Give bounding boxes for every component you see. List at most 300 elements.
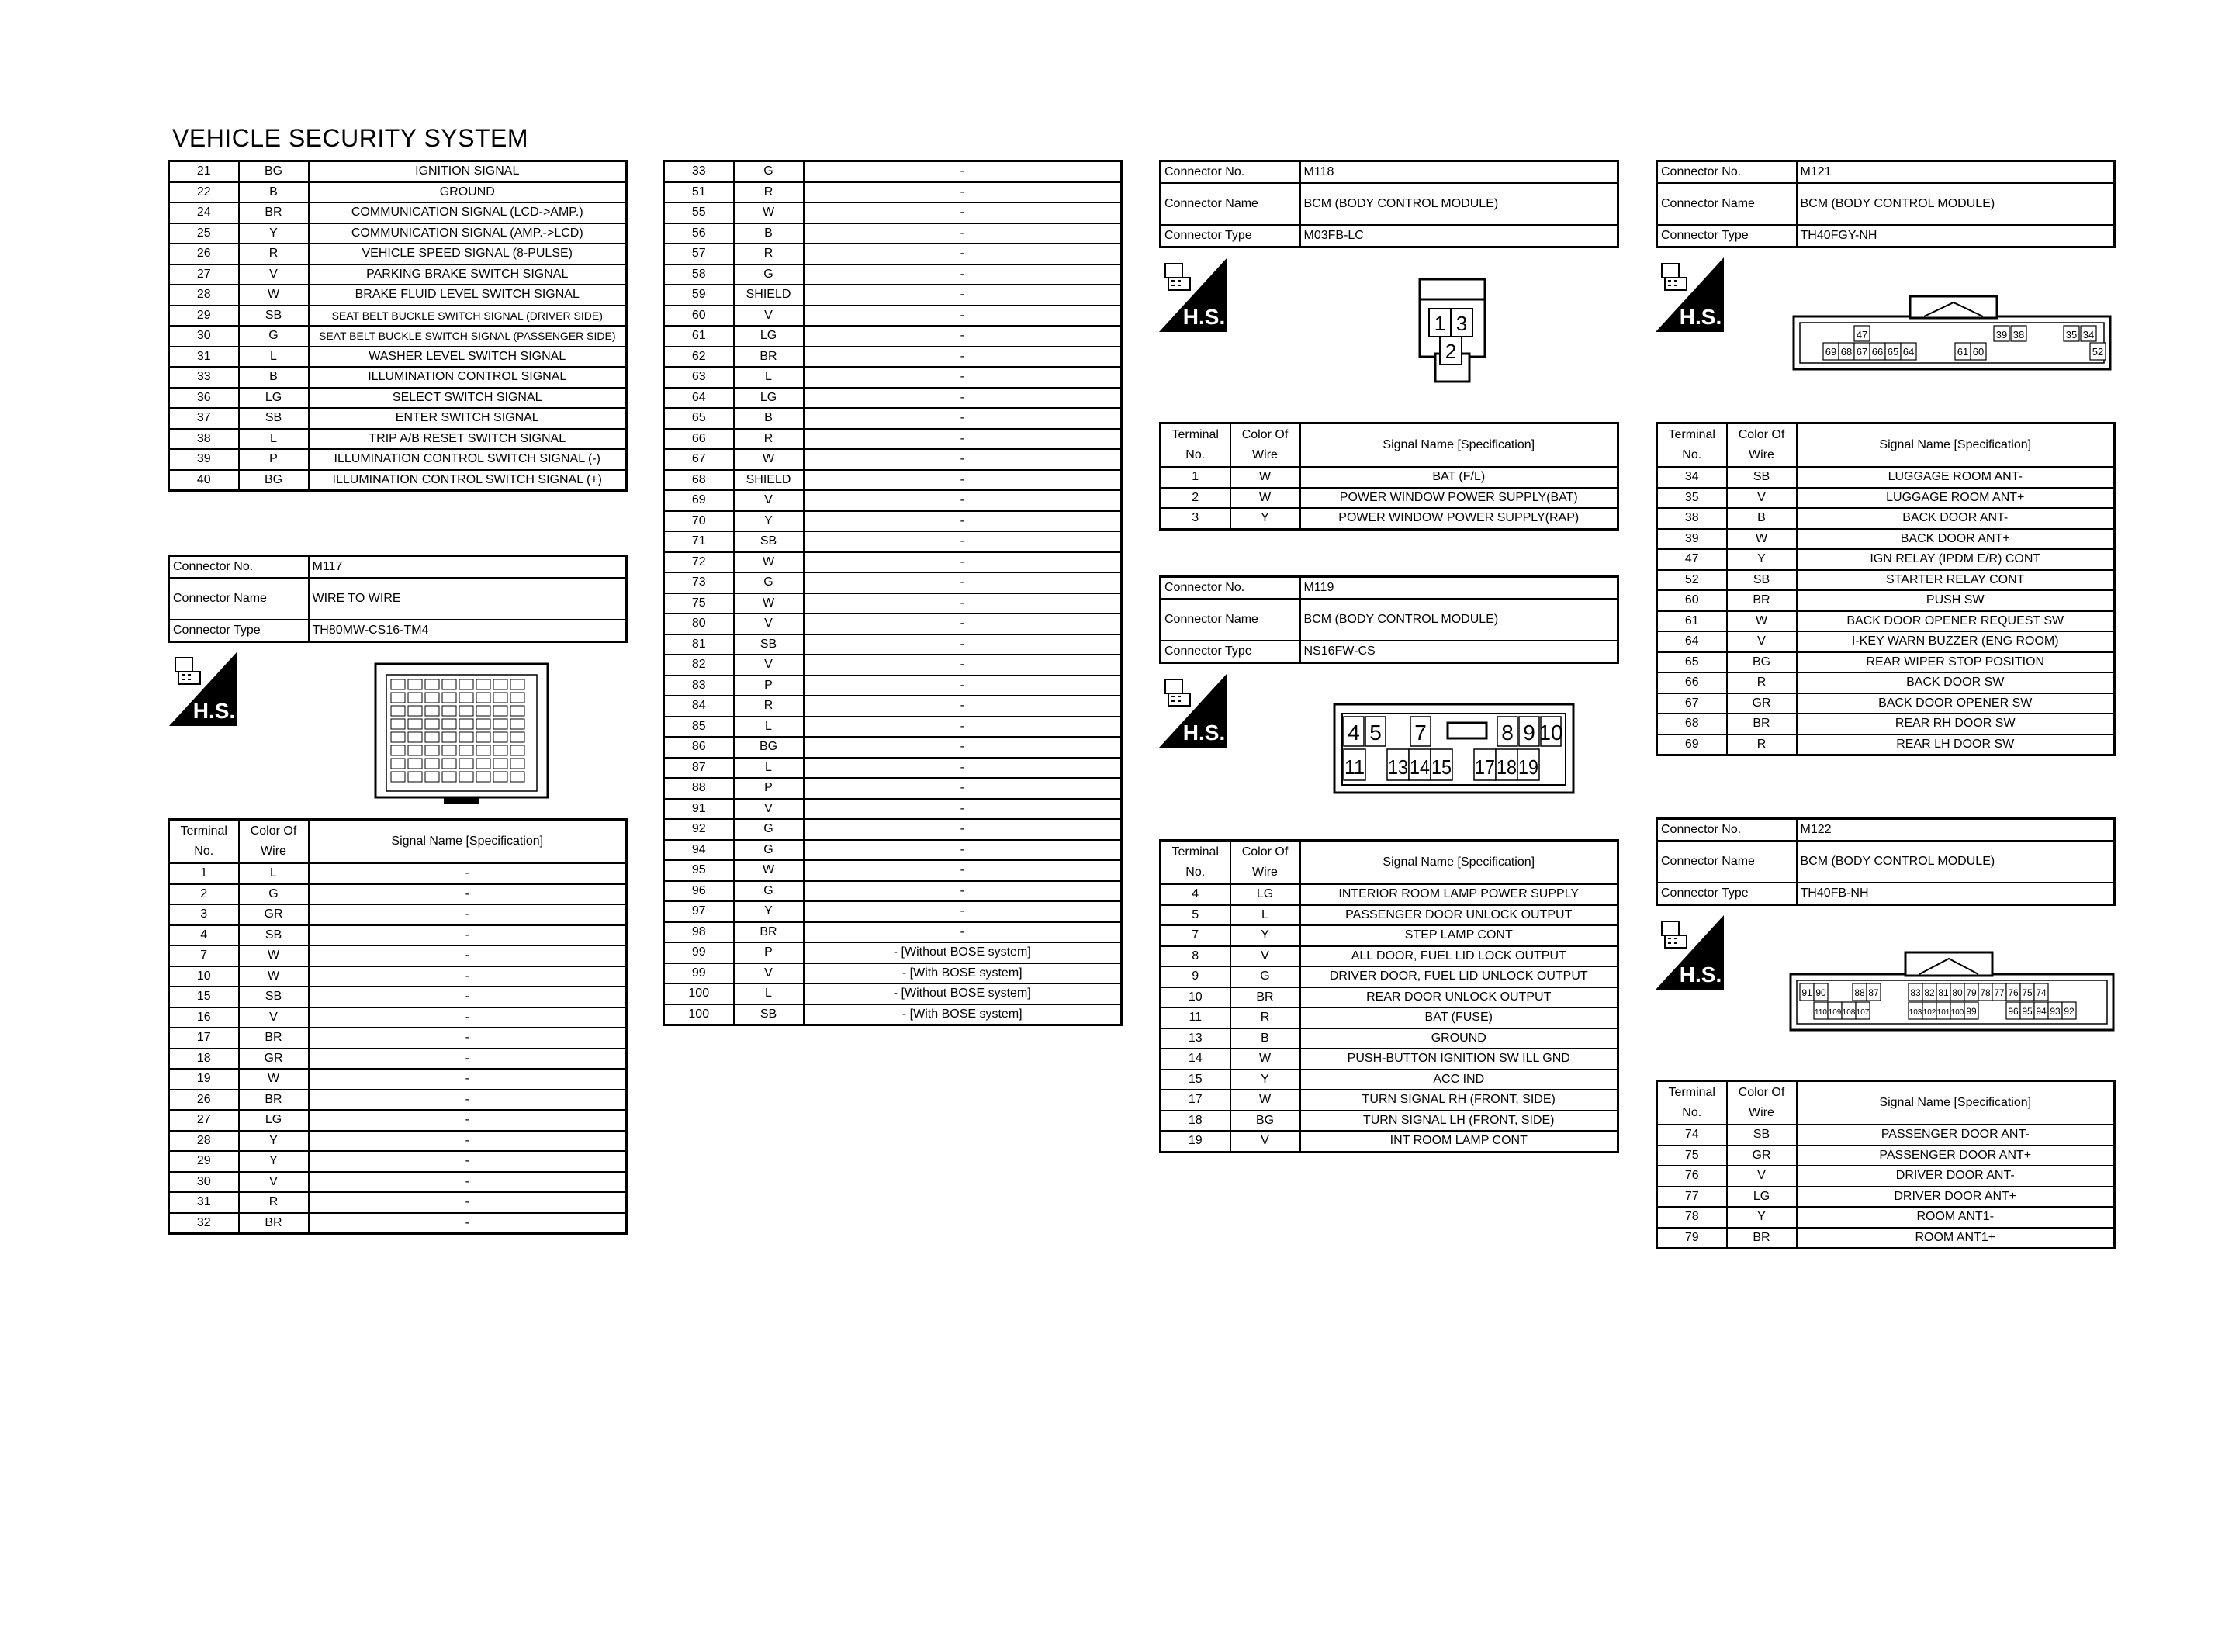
- color-cell: B: [239, 367, 309, 388]
- terminal-cell: 10: [169, 966, 239, 987]
- color-cell: V: [239, 264, 309, 285]
- table-row: [664, 306, 1122, 327]
- table-row: [1657, 1228, 2115, 1249]
- terminal-cell: 96: [664, 881, 734, 902]
- table-row: [664, 922, 1122, 943]
- header-terminal: Terminal No.: [1657, 423, 1727, 468]
- header-signal: Signal Name [Specification]: [1300, 423, 1618, 468]
- connector-type-value: TH80MW-CS16-TM4: [309, 620, 627, 642]
- header-color: Color Of Wire: [1727, 423, 1797, 468]
- signal-cell: POWER WINDOW POWER SUPPLY(RAP): [1300, 508, 1618, 529]
- cavity: [510, 693, 524, 703]
- terminal-cell: 82: [664, 655, 734, 676]
- color-cell: BR: [1727, 1228, 1797, 1249]
- connector-no-label: Connector No.: [169, 556, 309, 579]
- cavity: [425, 706, 439, 716]
- color-cell: BR: [239, 1028, 309, 1049]
- cavity: [425, 772, 439, 782]
- terminal-cell: 26: [169, 1090, 239, 1111]
- table-row: [664, 655, 1122, 676]
- terminal-cell: 88: [664, 778, 734, 799]
- signal-cell: ILLUMINATION CONTROL SWITCH SIGNAL (-): [309, 449, 627, 470]
- color-cell: BG: [239, 470, 309, 491]
- terminal-cell: 84: [664, 696, 734, 717]
- connector-m119-diagram: [1333, 703, 1575, 794]
- cavity: [493, 679, 507, 689]
- table-row: [169, 1028, 627, 1049]
- terminal-cell: 70: [664, 511, 734, 532]
- table-row: [1657, 1146, 2115, 1166]
- table-row: [1161, 467, 1618, 488]
- header-signal: Signal Name [Specification]: [1300, 841, 1618, 885]
- color-cell: W: [1230, 467, 1300, 488]
- connector-info-m119: [1159, 575, 1619, 664]
- signal-cell: ACC IND: [1300, 1070, 1618, 1090]
- cavity: [442, 772, 456, 782]
- table-row: [664, 696, 1122, 717]
- table-row: [664, 161, 1122, 182]
- color-cell: BR: [239, 202, 309, 223]
- header-terminal: Terminal No.: [1657, 1081, 1727, 1125]
- color-cell: R: [239, 244, 309, 264]
- terminal-cell: 37: [169, 408, 239, 429]
- table-row: [664, 942, 1122, 963]
- color-cell: V: [1727, 1166, 1797, 1187]
- color-cell: W: [1727, 611, 1797, 632]
- color-cell: W: [239, 966, 309, 987]
- table-row: [169, 182, 627, 203]
- color-cell: R: [1230, 1007, 1300, 1028]
- terminal-cell: 56: [664, 223, 734, 244]
- table-row: [1657, 549, 2115, 570]
- cavity: [408, 745, 422, 755]
- connector-type-label: Connector Type: [1161, 225, 1300, 247]
- cavity: [442, 719, 456, 729]
- cavity: [510, 732, 524, 742]
- cavity: [493, 732, 507, 742]
- table-row: [664, 778, 1122, 799]
- cavity: [391, 719, 405, 729]
- table-row: [169, 884, 627, 905]
- cavity: [493, 772, 507, 782]
- signal-cell: -: [804, 449, 1122, 470]
- terminal-cell: 99: [664, 963, 734, 984]
- color-cell: L: [734, 983, 804, 1004]
- signal-cell: PUSH SW: [1797, 590, 2115, 611]
- signal-cell: IGN RELAY (IPDM E/R) CONT: [1797, 549, 2115, 570]
- cavity: [459, 693, 473, 703]
- color-cell: SB: [239, 408, 309, 429]
- color-cell: L: [734, 717, 804, 738]
- table-row: [169, 1131, 627, 1152]
- pin-label: 100: [1950, 1008, 1964, 1017]
- signal-cell: -: [804, 922, 1122, 943]
- color-cell: Y: [1230, 508, 1300, 529]
- harness-side-icon: [1656, 257, 1724, 332]
- signal-cell: -: [804, 593, 1122, 614]
- terminal-cell: 83: [664, 676, 734, 696]
- color-cell: W: [734, 202, 804, 223]
- page-title: VEHICLE SECURITY SYSTEM: [172, 124, 529, 152]
- table-row: [169, 264, 627, 285]
- table-row: [664, 634, 1122, 655]
- connector-name-label: Connector Name: [169, 578, 309, 620]
- connector-type-value: NS16FW-CS: [1300, 641, 1618, 663]
- terminal-cell: 65: [664, 408, 734, 429]
- terminal-cell: 26: [169, 244, 239, 264]
- signal-cell: ROOM ANT1+: [1797, 1228, 2115, 1249]
- table-row: [1161, 488, 1618, 509]
- cavity: [442, 759, 456, 769]
- terminal-cell: 98: [664, 922, 734, 943]
- table-row: [1657, 1166, 2115, 1187]
- color-cell: SB: [239, 987, 309, 1007]
- terminal-cell: 86: [664, 737, 734, 758]
- signal-cell: -: [804, 161, 1122, 182]
- table-row: [664, 264, 1122, 285]
- connector-name-value: BCM (BODY CONTROL MODULE): [1300, 183, 1618, 225]
- color-cell: W: [239, 285, 309, 306]
- table-row: [664, 367, 1122, 388]
- terminal-cell: 69: [1657, 734, 1727, 755]
- signal-cell: -: [804, 531, 1122, 552]
- color-cell: G: [734, 819, 804, 840]
- pin-label: 93: [2050, 1006, 2061, 1017]
- pin-label: 3: [1455, 312, 1468, 335]
- connector-name-value: BCM (BODY CONTROL MODULE): [1300, 599, 1618, 641]
- cavity: [408, 679, 422, 689]
- table-row: [664, 799, 1122, 820]
- color-cell: BG: [239, 161, 309, 182]
- cavity: [510, 706, 524, 716]
- connector-key: [1448, 723, 1486, 738]
- color-cell: BG: [1230, 1111, 1300, 1132]
- pin-label: 47: [1856, 329, 1868, 340]
- color-cell: R: [734, 182, 804, 203]
- cavity: [476, 732, 490, 742]
- table-row: [1657, 611, 2115, 632]
- terminal-cell: 94: [664, 840, 734, 861]
- terminal-cell: 81: [664, 634, 734, 655]
- signal-cell: ALL DOOR, FUEL LID LOCK OUTPUT: [1300, 946, 1618, 967]
- terminal-cell: 67: [664, 449, 734, 470]
- signal-cell: -: [309, 1049, 627, 1070]
- signal-cell: - [With BOSE system]: [804, 1004, 1122, 1025]
- signal-cell: DRIVER DOOR, FUEL LID UNLOCK OUTPUT: [1300, 966, 1618, 987]
- table-row: [169, 326, 627, 347]
- pin-label: 108: [1842, 1008, 1856, 1017]
- pin-label: 83: [1910, 987, 1921, 998]
- cavity: [493, 759, 507, 769]
- color-cell: SB: [734, 1004, 804, 1025]
- cavity: [459, 745, 473, 755]
- color-cell: W: [734, 860, 804, 881]
- table-row: [664, 511, 1122, 532]
- table-row: [1657, 467, 2115, 488]
- table-row: [1161, 1131, 1618, 1152]
- terminal-cell: 55: [664, 202, 734, 223]
- table-row: [169, 1069, 627, 1090]
- table-row: [169, 966, 627, 987]
- header-signal: Signal Name [Specification]: [1797, 423, 2115, 468]
- cavity: [442, 706, 456, 716]
- terminal-cell: 95: [664, 860, 734, 881]
- signal-cell: REAR DOOR UNLOCK OUTPUT: [1300, 987, 1618, 1008]
- signal-cell: STARTER RELAY CONT: [1797, 570, 2115, 591]
- color-cell: R: [1727, 734, 1797, 755]
- signal-cell: -: [804, 717, 1122, 738]
- harness-side-icon: [1159, 257, 1227, 332]
- signal-cell: PARKING BRAKE SWITCH SIGNAL: [309, 264, 627, 285]
- table-row: [169, 1110, 627, 1131]
- terminal-table-m122: [1656, 1080, 2116, 1249]
- color-cell: GR: [1727, 1146, 1797, 1166]
- signal-cell: -: [804, 429, 1122, 450]
- terminal-cell: 30: [169, 326, 239, 347]
- terminal-table-m117: [168, 818, 628, 1235]
- pin-label: 10: [1538, 721, 1563, 745]
- terminal-cell: 58: [664, 264, 734, 285]
- signal-cell: STEP LAMP CONT: [1300, 925, 1618, 946]
- terminal-cell: 3: [169, 904, 239, 925]
- pin-label: 103: [1909, 1008, 1922, 1017]
- pin-label: 19: [1518, 755, 1538, 779]
- terminal-cell: 7: [169, 945, 239, 966]
- color-cell: BR: [1727, 714, 1797, 734]
- signal-cell: GROUND: [1300, 1028, 1618, 1049]
- signal-cell: LUGGAGE ROOM ANT-: [1797, 467, 2115, 488]
- cavity: [425, 719, 439, 729]
- terminal-cell: 8: [1161, 946, 1230, 967]
- color-cell: G: [239, 884, 309, 905]
- table-row: [1161, 1028, 1618, 1049]
- terminal-cell: 29: [169, 306, 239, 327]
- terminal-cell: 31: [169, 347, 239, 368]
- connector-info-m122: [1656, 817, 2116, 906]
- cavity: [425, 693, 439, 703]
- terminal-cell: 85: [664, 717, 734, 738]
- terminal-cell: 32: [169, 1213, 239, 1234]
- cavity: [476, 693, 490, 703]
- terminal-cell: 19: [169, 1069, 239, 1090]
- pin-label: 82: [1924, 987, 1935, 998]
- cavity: [459, 759, 473, 769]
- terminal-cell: 76: [1657, 1166, 1727, 1187]
- table-row: [169, 347, 627, 368]
- color-cell: R: [734, 429, 804, 450]
- connector-m121-diagram: [1792, 295, 2112, 372]
- signal-cell: -: [804, 860, 1122, 881]
- signal-cell: BAT (F/L): [1300, 467, 1618, 488]
- cavity: [476, 679, 490, 689]
- connector-type-value: TH40FGY-NH: [1797, 225, 2115, 247]
- signal-cell: POWER WINDOW POWER SUPPLY(BAT): [1300, 488, 1618, 509]
- connector-no-value: M121: [1797, 161, 2115, 184]
- pin-label: 68: [1840, 346, 1853, 358]
- terminal-cell: 61: [1657, 611, 1727, 632]
- color-cell: SB: [239, 306, 309, 327]
- terminal-cell: 63: [664, 367, 734, 388]
- signal-cell: INT ROOM LAMP CONT: [1300, 1131, 1618, 1152]
- connector-type-label: Connector Type: [169, 620, 309, 642]
- signal-cell: -: [804, 634, 1122, 655]
- signal-cell: INTERIOR ROOM LAMP POWER SUPPLY: [1300, 884, 1618, 905]
- header-color: Color Of Wire: [1230, 841, 1300, 885]
- signal-cell: -: [804, 881, 1122, 902]
- signal-cell: -: [309, 966, 627, 987]
- color-cell: Y: [1230, 925, 1300, 946]
- signal-cell: -: [804, 347, 1122, 368]
- color-cell: LG: [734, 326, 804, 347]
- color-cell: V: [734, 490, 804, 511]
- hs-label: H.S.: [1182, 305, 1226, 329]
- pin-label: 66: [1871, 346, 1884, 358]
- terminal-cell: 19: [1161, 1131, 1230, 1152]
- signal-cell: - [Without BOSE system]: [804, 983, 1122, 1004]
- cavity: [459, 772, 473, 782]
- cavity: [476, 719, 490, 729]
- table-row: [169, 904, 627, 925]
- terminal-cell: 38: [169, 429, 239, 450]
- terminal-cell: 33: [169, 367, 239, 388]
- signal-cell: -: [804, 552, 1122, 573]
- signal-cell: BAT (FUSE): [1300, 1007, 1618, 1028]
- terminal-cell: 11: [1161, 1007, 1230, 1028]
- terminal-cell: 27: [169, 1110, 239, 1131]
- color-cell: V: [734, 963, 804, 984]
- signal-cell: REAR LH DOOR SW: [1797, 734, 2115, 755]
- harness-side-icon: [1159, 673, 1227, 748]
- hs-label: H.S.: [1679, 305, 1722, 329]
- cavity: [493, 745, 507, 755]
- signal-cell: -: [309, 863, 627, 884]
- table-row: [1657, 734, 2115, 755]
- signal-cell: BACK DOOR ANT-: [1797, 508, 2115, 529]
- signal-cell: -: [804, 819, 1122, 840]
- signal-cell: PUSH-BUTTON IGNITION SW ILL GND: [1300, 1049, 1618, 1070]
- terminal-cell: 64: [1657, 631, 1727, 652]
- pin-label: 52: [2092, 346, 2104, 358]
- cavity: [391, 732, 405, 742]
- table-row: [664, 449, 1122, 470]
- signal-cell: -: [804, 182, 1122, 203]
- signal-cell: BACK DOOR OPENER REQUEST SW: [1797, 611, 2115, 632]
- connector-name-value: BCM (BODY CONTROL MODULE): [1797, 183, 2115, 225]
- color-cell: GR: [239, 1049, 309, 1070]
- table-row: [664, 881, 1122, 902]
- terminal-cell: 66: [664, 429, 734, 450]
- color-cell: Y: [1727, 549, 1797, 570]
- color-cell: V: [734, 655, 804, 676]
- signal-cell: PASSENGER DOOR ANT+: [1797, 1146, 2115, 1166]
- terminal-cell: 31: [169, 1192, 239, 1213]
- cavity: [510, 745, 524, 755]
- pin-label: 96: [2008, 1006, 2019, 1017]
- pin-label: 67: [1856, 346, 1868, 358]
- color-cell: B: [734, 408, 804, 429]
- color-cell: SB: [734, 531, 804, 552]
- color-cell: SB: [1727, 467, 1797, 488]
- cavity: [391, 745, 405, 755]
- connector-type-value: TH40FB-NH: [1797, 883, 2115, 905]
- terminal-cell: 57: [664, 244, 734, 264]
- signal-cell: -: [309, 904, 627, 925]
- color-cell: B: [239, 182, 309, 203]
- connector-no-label: Connector No.: [1657, 819, 1797, 842]
- cavity: [476, 759, 490, 769]
- terminal-cell: 80: [664, 613, 734, 634]
- signal-cell: ROOM ANT1-: [1797, 1207, 2115, 1228]
- table-row: [664, 531, 1122, 552]
- color-cell: R: [1727, 672, 1797, 693]
- terminal-cell: 9: [1161, 966, 1230, 987]
- cavity: [459, 706, 473, 716]
- terminal-cell: 1: [1161, 467, 1230, 488]
- cavity: [510, 679, 524, 689]
- pin-label: 64: [1902, 346, 1915, 358]
- signal-cell: -: [804, 202, 1122, 223]
- table-row: [1657, 570, 2115, 591]
- table-row: [664, 963, 1122, 984]
- signal-cell: -: [804, 511, 1122, 532]
- terminal-cell: 65: [1657, 652, 1727, 673]
- connector-no-value: M118: [1300, 161, 1618, 184]
- table-row: [1161, 1111, 1618, 1132]
- signal-cell: -: [804, 613, 1122, 634]
- terminal-cell: 39: [169, 449, 239, 470]
- table-row: [664, 901, 1122, 922]
- table-row: [664, 470, 1122, 491]
- pin-label: 81: [1938, 987, 1949, 998]
- signal-cell: -: [309, 1069, 627, 1090]
- table-row: [1161, 1090, 1618, 1111]
- terminal-cell: 66: [1657, 672, 1727, 693]
- table-row: [664, 223, 1122, 244]
- signal-cell: -: [309, 925, 627, 946]
- signal-cell: -: [804, 490, 1122, 511]
- signal-cell: -: [309, 945, 627, 966]
- table-row: [1161, 1070, 1618, 1090]
- table-row: [1161, 966, 1618, 987]
- signal-cell: -: [804, 223, 1122, 244]
- terminal-cell: 91: [664, 799, 734, 820]
- color-cell: P: [239, 449, 309, 470]
- pin-label: 2: [1445, 340, 1457, 363]
- cavity: [408, 706, 422, 716]
- table-row: [1161, 946, 1618, 967]
- table-row: [1657, 508, 2115, 529]
- terminal-cell: 18: [169, 1049, 239, 1070]
- pin-label: 14: [1410, 755, 1430, 779]
- table-row: [664, 572, 1122, 593]
- table-row: [1657, 631, 2115, 652]
- table-row: [664, 593, 1122, 614]
- signal-cell: I-KEY WARN BUZZER (ENG ROOM): [1797, 631, 2115, 652]
- table-row: [1657, 672, 2115, 693]
- connector-m117-diagram: [372, 658, 551, 804]
- table-row: [664, 737, 1122, 758]
- terminal-cell: 15: [169, 987, 239, 1007]
- color-cell: LG: [734, 388, 804, 409]
- pin-label: 102: [1922, 1008, 1936, 1017]
- connector-name-label: Connector Name: [1161, 599, 1300, 641]
- color-cell: V: [734, 613, 804, 634]
- cavity: [510, 772, 524, 782]
- color-cell: SB: [239, 925, 309, 946]
- terminal-cell: 92: [664, 819, 734, 840]
- signal-cell: -: [804, 655, 1122, 676]
- color-cell: P: [734, 778, 804, 799]
